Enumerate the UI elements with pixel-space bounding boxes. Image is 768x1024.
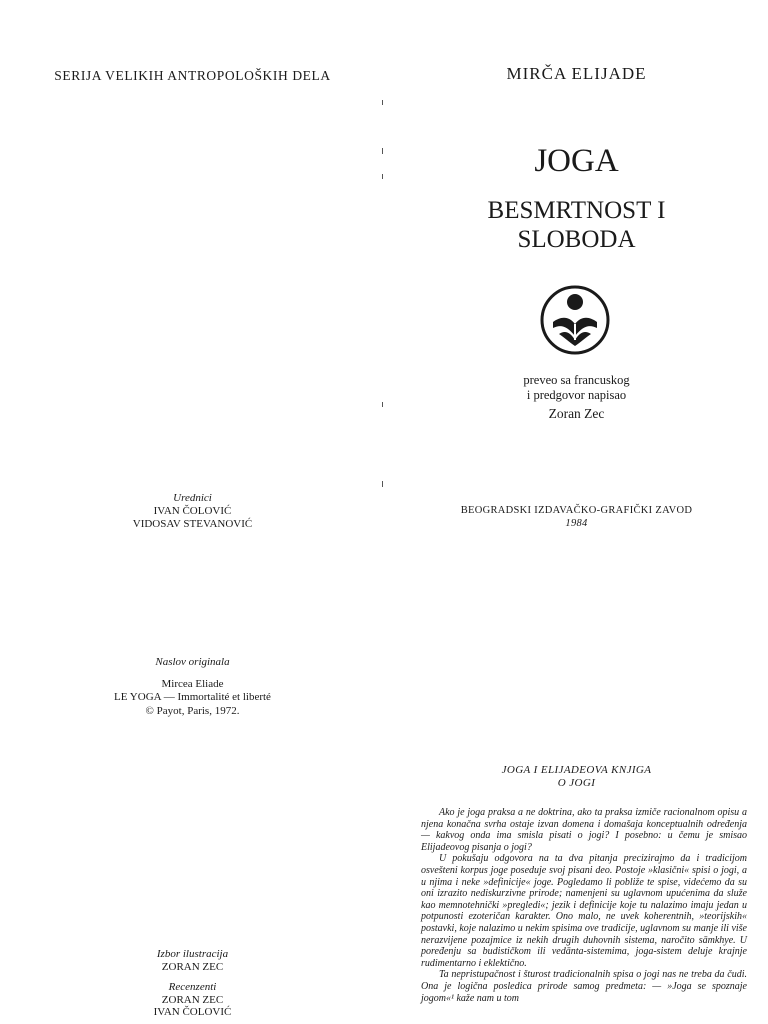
translator-name: Zoran Zec xyxy=(548,406,605,421)
gutter-mark xyxy=(382,100,383,105)
essay-body xyxy=(421,807,747,1004)
translator-line: i predgovor napisao xyxy=(526,388,627,402)
subtitle-line: SLOBODA xyxy=(517,226,636,253)
editors-block xyxy=(0,492,385,531)
reviewers-label: Recenzenti xyxy=(168,981,217,993)
original-title-label: Naslov originala xyxy=(155,656,230,668)
paragraph: Ta nepristupačnost i šturost tradicionalnih spisa o jogi nas ne treba da čudi. Ona je logična posledica prirode samog predmeta: — »Joga se spoznaje jogom«¹ kaže nam u tom xyxy=(421,969,747,1004)
publisher-name: BEOGRADSKI IZDAVAČKO-GRAFIČKI ZAVOD xyxy=(460,505,693,516)
right-page xyxy=(385,0,768,1024)
translator-line: preveo sa francuskog xyxy=(523,373,630,387)
original-author: Mircea Eliade xyxy=(161,677,224,690)
translator-block xyxy=(385,373,768,421)
essay-title-line: O JOGI xyxy=(557,776,596,789)
book-title: JOGA xyxy=(534,143,619,179)
gutter-mark xyxy=(382,402,383,407)
series-title: SERIJA VELIKIH ANTROPOLOŠKIH DELA xyxy=(54,68,331,83)
reviewer-name: IVAN ČOLOVIĆ xyxy=(153,1006,232,1018)
editors-label: Urednici xyxy=(173,492,212,504)
publication-year: 1984 xyxy=(565,517,588,529)
illustrations-by: ZORAN ZEC xyxy=(161,960,224,973)
gutter-mark xyxy=(382,481,383,487)
essay-title-line: JOGA I ELIJADEOVA KNJIGA xyxy=(501,764,652,776)
publisher-block xyxy=(385,505,768,530)
meditating-figure-logo-icon xyxy=(539,284,611,356)
paragraph: Ako je joga praksa a ne doktrina, ako ta praksa izmiče racionalnom opisu a njena konačna svrha ostaje izvan domena i domašaja konceptualnih određenja — kakvog onda ima smisla pisati o jogi? I posebno: u čemu je smisao Elijadeovog pisanja o jogi? xyxy=(421,807,747,853)
author-name: MIRČA ELIJADE xyxy=(506,64,647,83)
editor-name: IVAN ČOLOVIĆ xyxy=(153,505,232,517)
subtitle-line: BESMRTNOST I xyxy=(487,197,666,224)
editor-name: VIDOSAV STEVANOVIĆ xyxy=(132,518,253,530)
illustrations-label: Izbor ilustracija xyxy=(156,948,229,960)
credits-block xyxy=(0,948,385,1019)
essay-title xyxy=(385,764,768,789)
original-title-block xyxy=(0,656,385,718)
reviewer-name: ZORAN ZEC xyxy=(161,993,224,1006)
copyright: © Payot, Paris, 1972. xyxy=(145,704,240,717)
gutter-mark xyxy=(382,148,383,154)
paragraph: U pokušaju odgovora na ta dva pitanja precizirajmo da i tradicijom osvešteni korpus joge poseduje svoj pisani deo. Postoje »klasični« spisi o jogi, a u njima i neke »definicije« joge. Pogledamo li pobliže te spise, videćemo da su oni izrazito nediskurzivne prirode; namenjeni su uglavnom upućenima da služe kao memnotehnički »pregledi«; jezik i definicije koje tu nalazimo imaju jedan u potpunosti ezoteričan karakter. Ono malo, ne uvek koherentnih, »teorijskih« postavki, koje nalazimo u nekim spisima ove tradicije, uglavnom su manje ili više nerazvijene pozajmice iz nekih drugih duhovnih sistema, naročito sāmkhye. U poređenju sa budističkom ili vedānta-sistemima, joga-sistem deluje krajnje rudimentarno i eklektično. xyxy=(421,853,747,969)
book-subtitle xyxy=(385,196,768,254)
original-title: LE YOGA — Immortalité et liberté xyxy=(114,691,271,703)
gutter-mark xyxy=(382,174,383,179)
